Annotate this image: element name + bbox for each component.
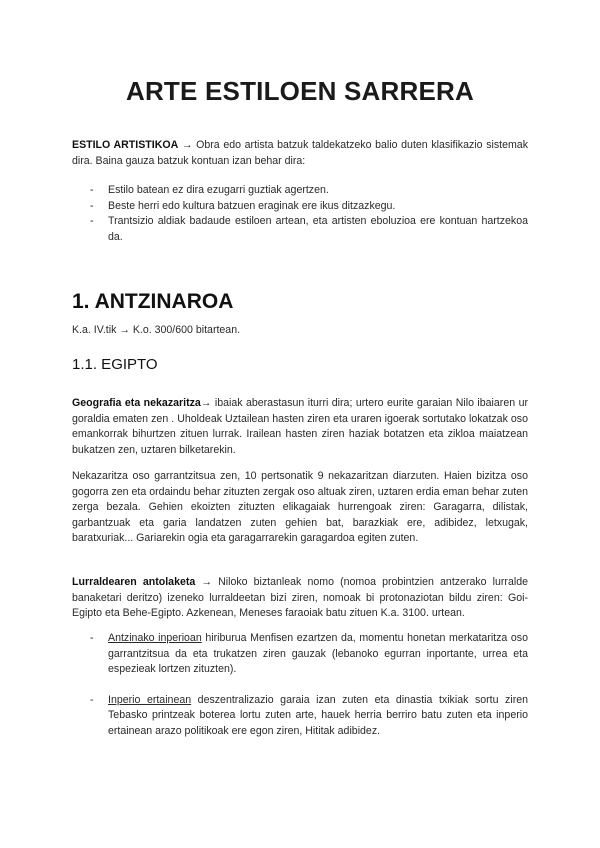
antzinaroa-subtitle: K.a. IV.tik → K.o. 300/600 bitartean.	[72, 324, 241, 336]
nekazaritza-paragraph: Nekazaritza oso garrantzitsua zen, 10 pertsonatik 9 nekazaritzan diarzuten. Haien bizitza oso gogorra zen eta ordaindu behar zituzten zergak oso altuak ziren, uztaren erdia eman behar zuten zerga bezala. Gehien ekoizten zituzten elikagaiak hurrengoak ziren: Garagarra, dilistak, garbantzuak eta garia landatzen zuten gehien bat, barazkiak ere, adibidez, letxugak, baratxuriak... Gariarekin ogia eta garagarrarekin garagardoa egiten zuten.	[72, 470, 528, 544]
intro-bullet-list	[72, 183, 528, 245]
list-item	[72, 199, 528, 215]
lurraldea-text: → Niloko biztanleak nomo (nomoa probintzien antzerako lurralde banaketari deritzo) izeneko lurraldeetan bizi ziren, nomoak bi protonaziotan bildu ziren: Goi-Egipto eta Behe-Egipto. Azkenean, Meneses faraoiak batu zituen K.a. 3100. urtean.	[72, 576, 528, 619]
list-item	[72, 693, 528, 740]
intro-text: → Obra edo artista batzuk taldekatzeko balio duten klasifikazio sistemak dira. Baina gauza batzuk kontuan izan behar dira:	[72, 139, 528, 167]
bullet-text: Beste herri edo kultura batzuen eraginak ere ikus ditzazkegu.	[108, 199, 396, 212]
bullet-dash: -	[90, 632, 94, 644]
bullet-text: Trantsizio aldiak badaude estiloen artean, eta artisten eboluzioa ere kontuan hartzekoa da.	[108, 215, 528, 243]
bullet-dash: -	[90, 184, 94, 196]
lurraldea-paragraph	[72, 575, 528, 622]
antzinako-inperioa-term: Antzinako inperioan	[108, 632, 202, 644]
bullet-dash: -	[90, 693, 94, 706]
section-heading-egipto: 1.1. EGIPTO	[72, 356, 158, 373]
estilo-artistikoa-term: ESTILO ARTISTIKOA	[72, 139, 179, 151]
list-item	[72, 214, 528, 245]
document-title: ARTE ESTILOEN SARRERA	[125, 76, 474, 106]
section-heading-antzinaroa: 1. ANTZINAROA	[72, 290, 234, 313]
inperio-ertaina-term: Inperio ertainean	[108, 693, 192, 706]
inperio-ertaina-text: deszentralizazio garaia izan zuten eta dinastia txikiak sortu ziren Tebasko printzeak boterea lortu zuten arte, hauek herria berriro batu zuten eta inperio ertainean arazo politikoak ere egon ziren, Hititak adibidez.	[108, 693, 529, 737]
list-item	[72, 631, 528, 678]
intro-paragraph	[72, 138, 528, 169]
geografia-paragraph	[72, 396, 528, 458]
bullet-text: Estilo batean ez dira ezugarri guztiak agertzen.	[108, 184, 329, 196]
geografia-text: → ibaiak aberastasun iturri dira; urtero eurite garaian Nilo ibaiaren ur goraldia ematen zen . Uholdeak Uztailean hasten ziren eta uraren igoerak sortutako lokatzak oso emankorrak bihurtzen zituen lurrak. Irailean hasten ziren haziak botatzen eta zikloa maiatzean bukatzen zen, uztaren bilketarekin.	[72, 397, 528, 456]
geografia-term: Geografia eta nekazaritza	[72, 397, 201, 409]
lurraldea-term: Lurraldearen antolaketa	[72, 576, 196, 588]
antzinako-inperioa-text: hiriburua Menfisen ezartzen da, momentu honetan merkataritza oso garrantzitsua da eta trukatzen ziren gauzak (lebanoko egurran inportante, urrea eta espezieak lortzen zituzten).	[108, 632, 528, 675]
period-list	[72, 631, 528, 739]
list-item	[72, 183, 528, 199]
bullet-dash: -	[90, 215, 94, 227]
bullet-dash: -	[90, 199, 94, 212]
